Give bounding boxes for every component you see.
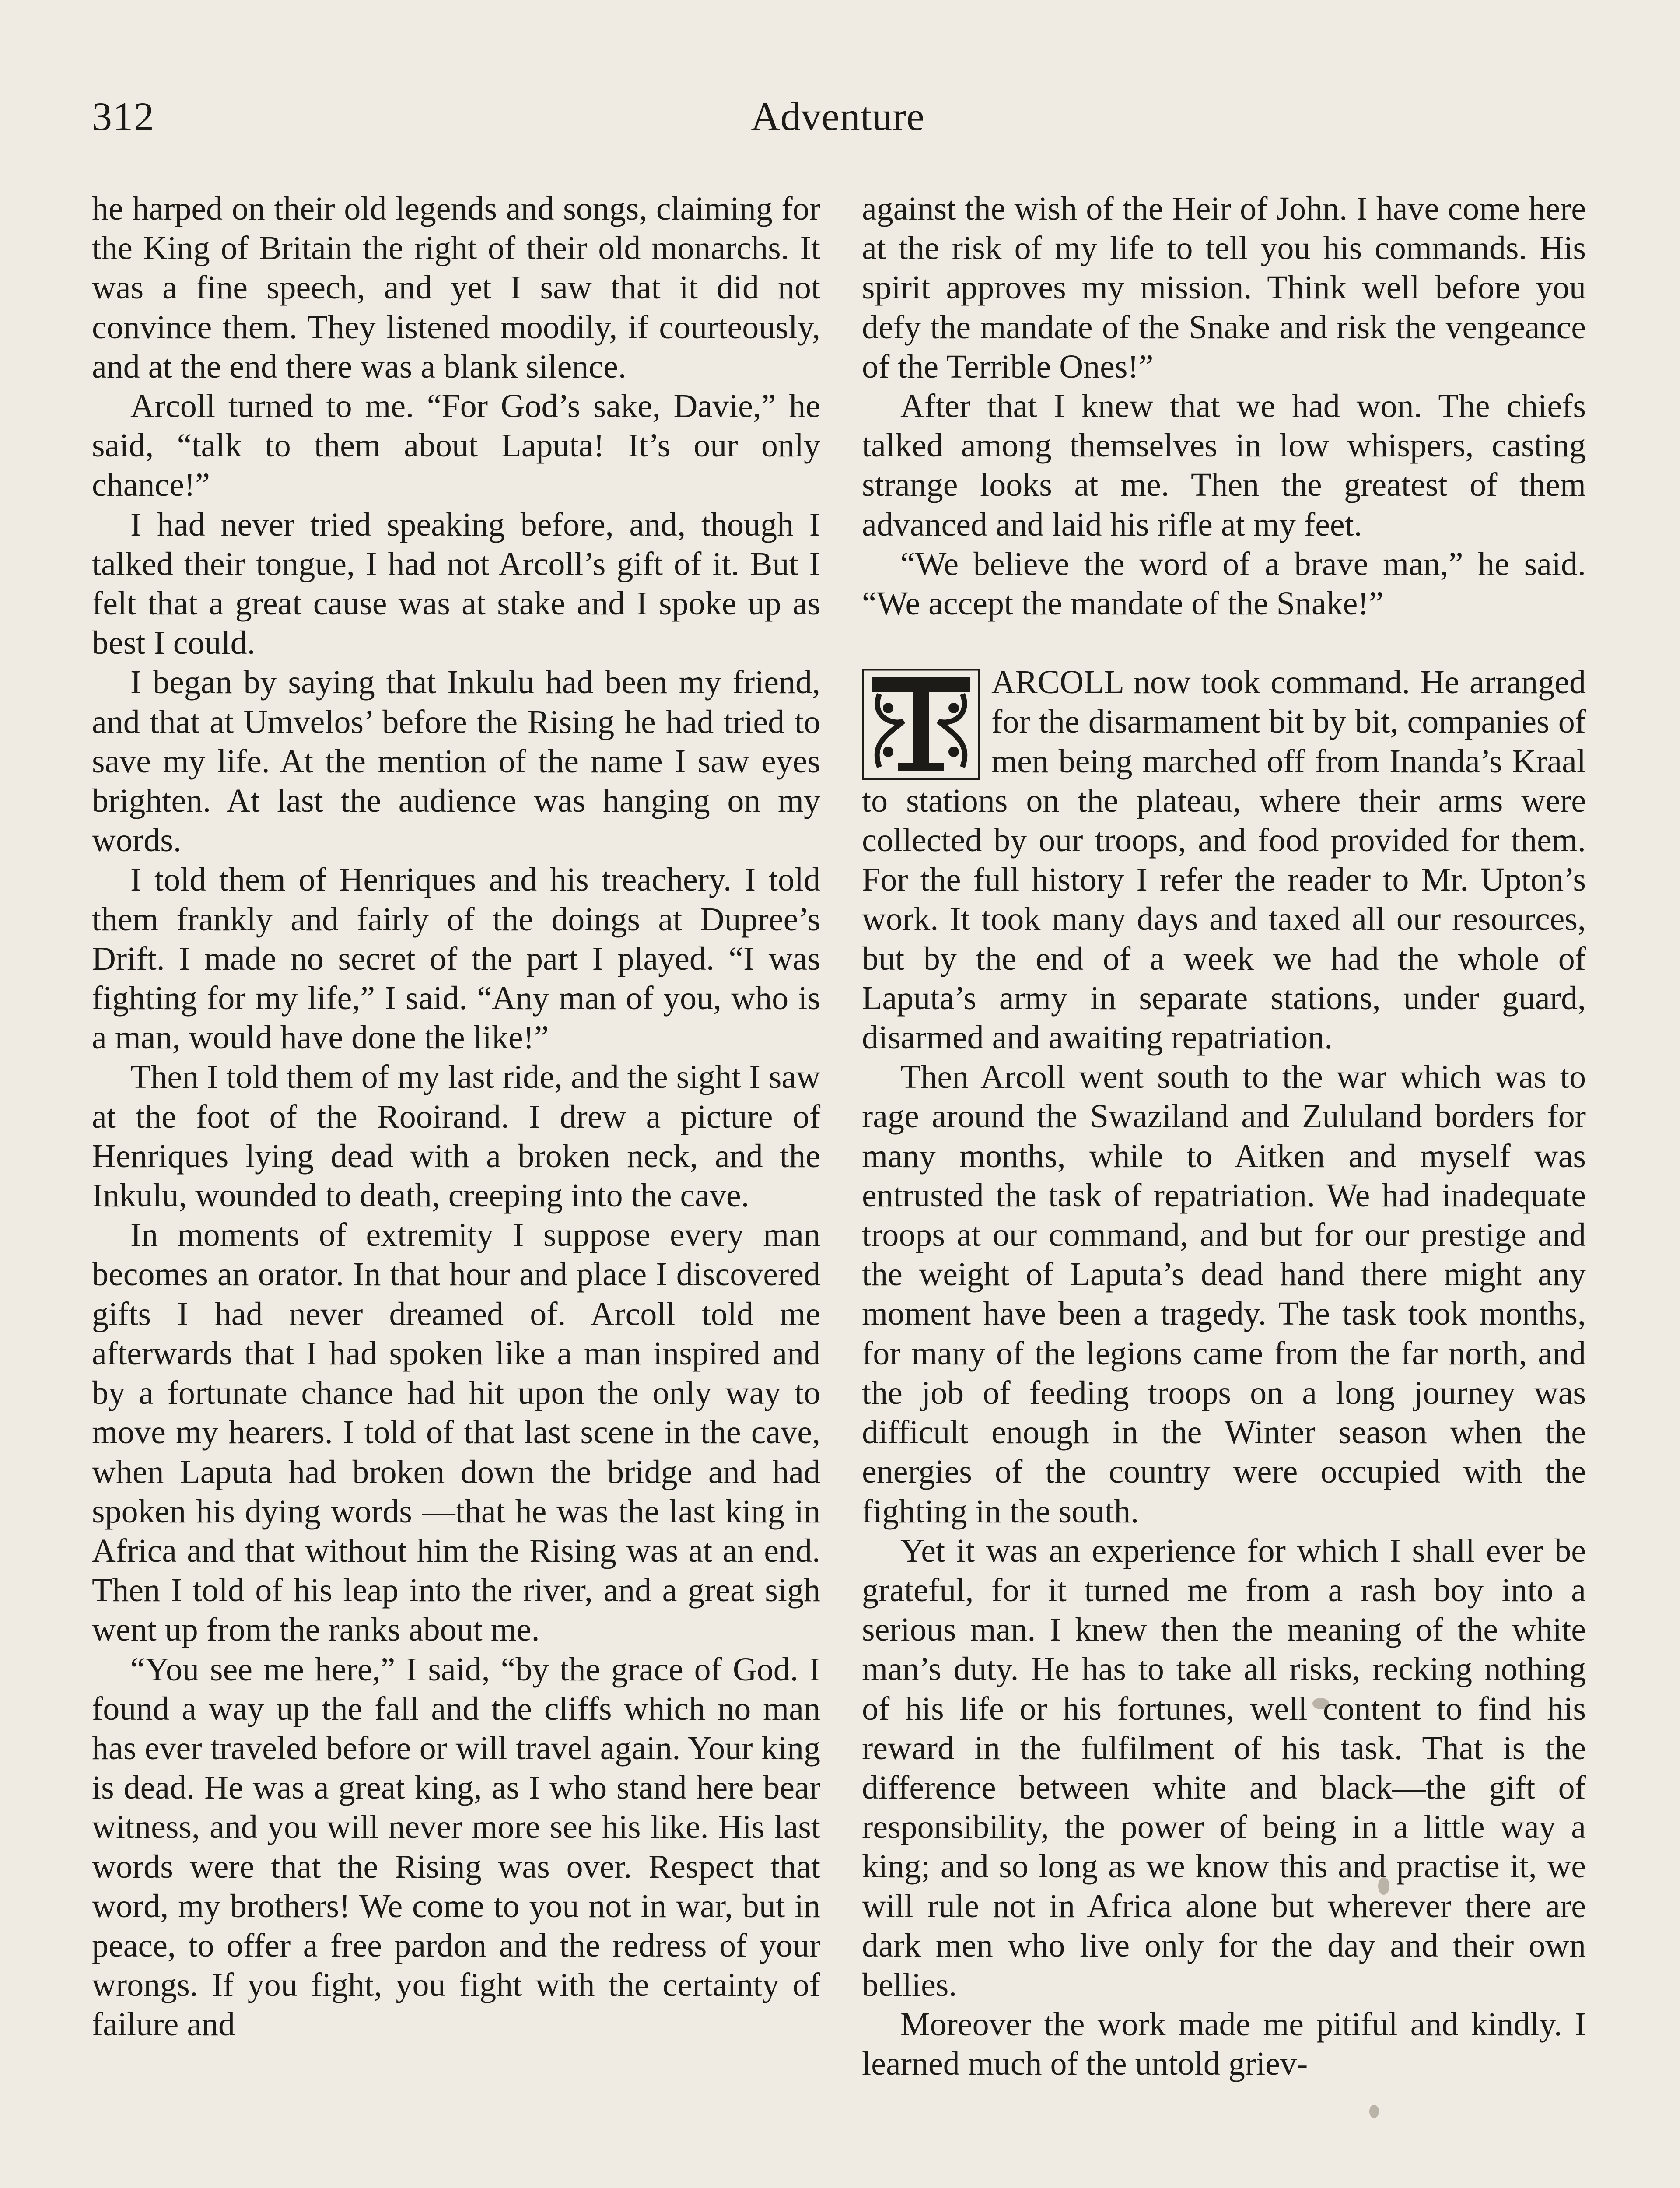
paragraph: After that I knew that we had won. The chiefs talked among themselves in low whispers, casting strange looks at me. Then the greatest of them advanced and laid his rifle at my feet. — [862, 388, 1586, 543]
decorative-dropcap-t — [862, 669, 980, 780]
paragraph: he harped on their old legends and songs, claiming for the King of Britain the right of their old monarchs. It was a fine speech, and yet I saw that it did not convince them. They listened moodily, if courteously, and at the end there was a blank silence. — [92, 190, 820, 385]
paper-stain — [1369, 2105, 1379, 2118]
paragraph: “You see me here,” I said, “by the grace of God. I found a way up the fall and the cliffs which no man has ever traveled before or will travel again. Your king is dead. He was a great king, as I who stand here bear witness, and you will never more see his like. His last words were that the Rising was over. Respect that word, my brothers! We come to you not in war, but in peace, to offer a free pardon and the redress of your wrongs. If you fight, you fight with the certainty of failure and — [92, 1651, 820, 2043]
paragraph: Arcoll turned to me. “For God’s sake, Davie,” he said, “talk to them about Laputa! It’s our only chance!” — [92, 388, 820, 504]
paragraph: Yet it was an experience for which I shall ever be grateful, for it turned me from a rash boy into a serious man. I knew then the meaning of the white man’s duty. He has to take all risks, recking nothing of his life or his fortunes, well content to find his reward in the fulfilment of his task. That is the difference between white and black—the gift of responsibility, the power of being in a little way a king; and so long as we know this and practise it, we will rule not in Africa alone but wherever there are dark men who live only for the day and their own bellies. — [862, 1532, 1586, 2003]
page-header — [92, 85, 1584, 151]
paragraph: Moreover the work made me pitiful and kindly. I learned much of the untold griev- — [862, 2006, 1586, 2083]
paper-stain — [1312, 1698, 1329, 1709]
paragraph: I told them of Henriques and his treachery. I told them frankly and fairly of the doings at Dupree’s Drift. I made no secret of the part I played. “I was fighting for my life,” I said. “Any man of you, who is a man, would have done the like!” — [92, 861, 820, 1056]
paragraph: ARCOLL now took command. He arranged for the disarmament bit by bit, companies of men being marched off from Inanda’s Kraal to stations on the plateau, where their arms were collected by our troops, and food provided for them. For the full history I refer the reader to Mr. Upton’s work. It took many days and taxed all our resources, but by the end of a week we had the whole of Laputa’s army in separate stations, under guard, disarmed and awaiting repatriation. — [862, 664, 1586, 1056]
right-column — [862, 189, 1586, 2084]
chapter-section — [862, 663, 1586, 2083]
paragraph: I began by saying that Inkulu had been my friend, and that at Umvelos’ before the Rising he had tried to save my life. At the mention of the name I saw eyes brighten. At last the audience was hanging on my words. — [92, 664, 820, 859]
paragraph: I had never tried speaking before, and, though I talked their tongue, I had not Arcoll’s gift of it. But I felt that a great cause was at stake and I spoke up as best I could. — [92, 506, 820, 662]
paragraph: against the wish of the Heir of John. I have come here at the risk of my life to tell you his commands. His spirit approves my mission. Think well before you defy the mandate of the Snake and risk the vengeance of the Terrible Ones!” — [862, 190, 1586, 385]
paragraph: Then I told them of my last ride, and the sight I saw at the foot of the Rooirand. I drew a picture of Henriques lying dead with a broken neck, and the Inkulu, wounded to death, creeping into the cave. — [92, 1059, 820, 1214]
paper-stain — [1378, 1877, 1390, 1895]
paragraph: In moments of extremity I suppose every man becomes an orator. In that hour and place I discovered gifts I had never dreamed of. Arcoll told me afterwards that I had spoken like a man inspired and by a fortunate chance had hit upon the only way to move my hearers. I told of that last scene in the cave, when Laputa had broken down the bridge and had spoken his dying words —that he was the last king in Africa and that without him the Rising was at an end. Then I told of his leap into the river, and a great sigh went up from the ranks about me. — [92, 1217, 820, 1648]
paragraph: “We believe the word of a brave man,” he said. “We accept the mandate of the Snake!” — [862, 545, 1586, 622]
running-title: Adventure — [751, 94, 925, 139]
paragraph: Then Arcoll went south to the war which was to rage around the Swaziland and Zululand borders for many months, while to Aitken and myself was entrusted the task of repatriation. We had inadequate troops at our command, and but for our prestige and the weight of Laputa’s dead hand there might any moment have been a tragedy. The task took months, for many of the legions came from the far north, and the job of feeding troops on a long journey was difficult enough in the Winter season when the energies of the country were occupied with the fighting in the south. — [862, 1059, 1586, 1530]
page-number: 312 — [92, 94, 155, 139]
dropcap-ornament-icon — [862, 669, 980, 780]
left-column — [92, 189, 820, 2044]
